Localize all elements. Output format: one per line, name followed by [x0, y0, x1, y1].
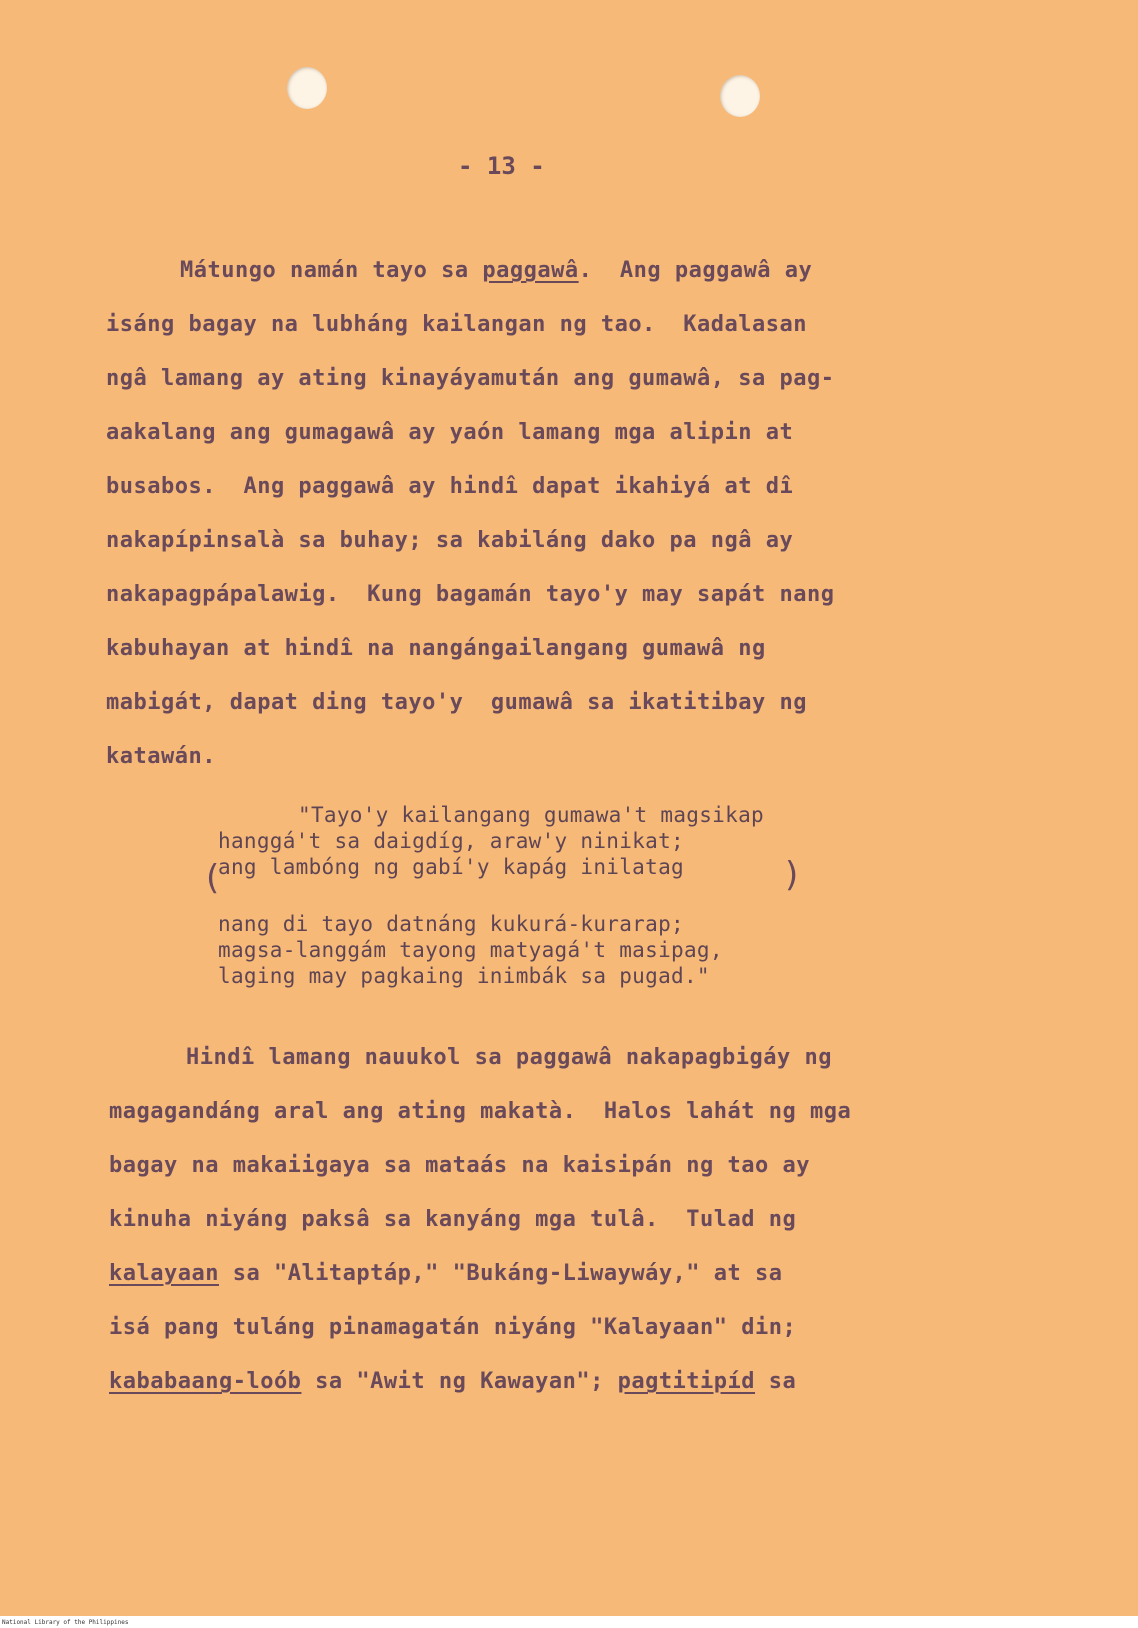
punch-hole-right [720, 75, 760, 117]
text-line [186, 1045, 832, 1070]
text-segment: Mátungo namán tayo sa [180, 258, 483, 283]
text-segment: aakalang ang gumagawâ ay yaón lamang mga alipin at [106, 420, 794, 445]
text-segment: mabigát, dapat ding tayo'y gumawâ sa ikatitibay ng [106, 690, 808, 715]
text-segment: Hindî lamang nauukol sa paggawâ nakapagbigáy ng [186, 1045, 833, 1070]
poem-line: "Tayo'y kailangang gumawa't magsikap [298, 803, 764, 827]
text-line [109, 1207, 796, 1232]
poem-line: ang lambóng ng gabí'y kapág inilatag [218, 855, 684, 879]
text-segment: sa "Alitaptáp," "Bukáng-Liwaywáy," at sa [218, 1261, 783, 1286]
text-line [109, 1153, 810, 1178]
underlined-term: pagtitipíd [617, 1369, 756, 1394]
poem-line: hanggá't sa daigdíg, araw'y ninikat; [218, 829, 684, 853]
poem-line: magsa-langgám tayong matyagá't masipag, [218, 938, 723, 962]
text-segment: nakapagpápalawig. Kung bagamán tayo'y may sapát nang [106, 582, 835, 607]
text-line [106, 312, 807, 337]
text-line [106, 474, 793, 499]
text-segment: . Ang paggawâ ay [578, 258, 813, 283]
text-segment: ngâ lamang ay ating kinayáyamután ang gumawâ, sa pag- [106, 366, 835, 391]
punch-hole-left [287, 67, 327, 109]
text-line [106, 582, 835, 607]
text-segment: kinuha niyáng paksâ sa kanyáng mga tulâ. Tulad ng [109, 1207, 797, 1232]
library-credit: National Library of the Philippines [2, 1619, 129, 1626]
poem-line: nang di tayo datnáng kukurá-kurarap; [218, 912, 684, 936]
text-line [106, 420, 793, 445]
text-line [109, 1261, 783, 1286]
margin-bracket-left: ( [206, 858, 220, 898]
underlined-term: kalayaan [109, 1261, 219, 1286]
text-line [180, 258, 812, 283]
text-segment: magagandáng aral ang ating makatà. Halos lahát ng mga [109, 1099, 852, 1124]
margin-bracket-right: ) [785, 855, 799, 895]
text-segment: sa [755, 1369, 797, 1394]
text-segment: isá pang tuláng pinamagatán niyáng "Kalayaan" din; [109, 1315, 797, 1340]
text-line [106, 528, 793, 553]
text-line [106, 690, 807, 715]
text-segment: nakapípinsalà sa buhay; sa kabiláng dako pa ngâ ay [106, 528, 794, 553]
text-segment: katawán. [106, 744, 216, 769]
text-line [109, 1099, 851, 1124]
text-line [109, 1315, 796, 1340]
page-number: - 13 - [458, 152, 545, 180]
underlined-term: paggawâ [482, 258, 579, 283]
text-segment: isáng bagay na lubháng kailangan ng tao. Kadalasan [106, 312, 808, 337]
text-line [106, 636, 766, 661]
text-segment: sa "Awit ng Kawayan"; [301, 1369, 618, 1394]
text-line [106, 366, 835, 391]
poem-line: laging may pagkaing inimbák sa pugad." [218, 964, 710, 988]
text-segment: busabos. Ang paggawâ ay hindî dapat ikahiyá at dî [106, 474, 794, 499]
underlined-term: kababaang-loób [109, 1369, 302, 1394]
text-line [109, 1369, 796, 1394]
text-segment: bagay na makaiigaya sa mataás na kaisipán ng tao ay [109, 1153, 811, 1178]
text-segment: kabuhayan at hindî na nangángailangang gumawâ ng [106, 636, 766, 661]
text-line [106, 744, 216, 769]
